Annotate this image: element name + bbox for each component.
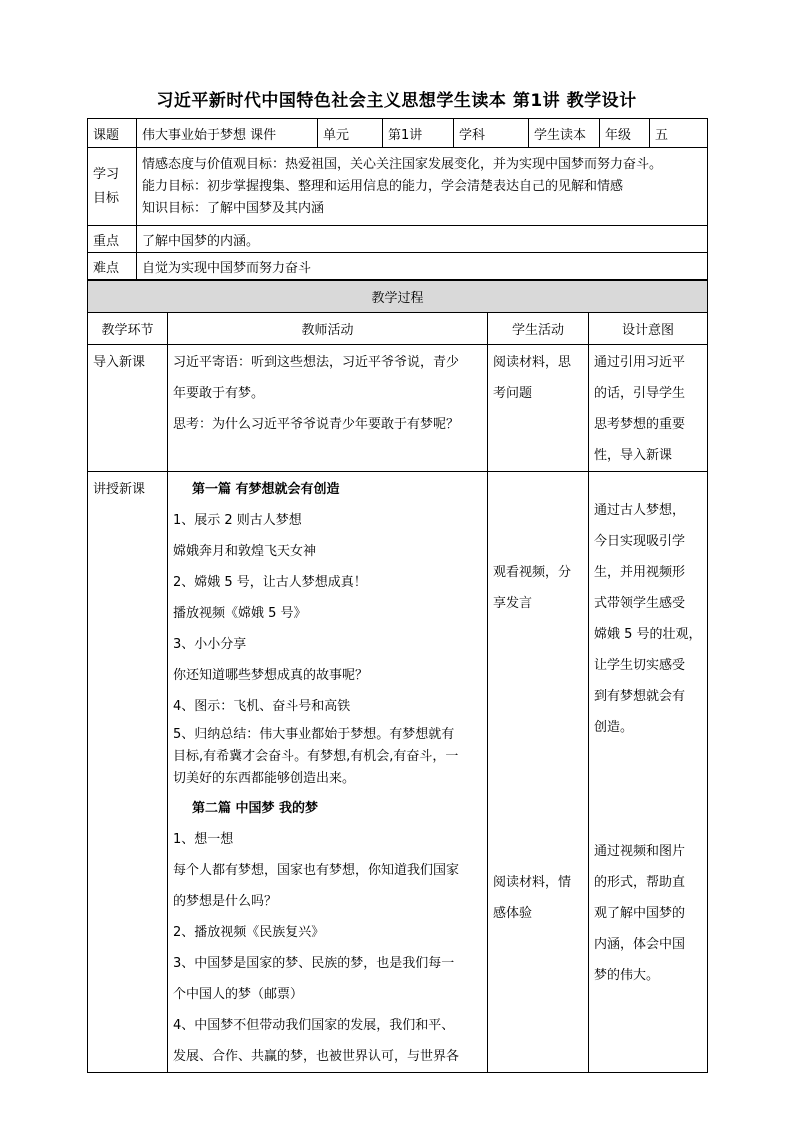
goal-ability: 能力目标：初步掌握搜集、整理和运用信息的能力，学会清楚表达自己的见解和情感 [142, 178, 624, 194]
process-table [87, 280, 708, 1073]
part2-line: 发展、合作、共赢的梦，也被世界认可，与世界各 [173, 1049, 460, 1064]
col-stage: 教学环节 [88, 313, 168, 345]
part2-line: 每个人都有梦想，国家也有梦想，你知道我们国家 [173, 863, 460, 878]
new-stage-text: 讲授新课 [93, 482, 146, 497]
purpose1-line: 今日实现吸引学 [594, 534, 686, 549]
intro-student [488, 345, 589, 472]
part1-line: 你还知道哪些梦想成真的故事呢？ [173, 668, 369, 683]
purpose1-line: 通过古人梦想， [594, 503, 686, 518]
col-student: 学生活动 [488, 313, 589, 345]
part1-line: 2、嫦娥 5 号，让古人梦想成真！ [173, 575, 367, 590]
subject-label: 学科 [454, 119, 529, 148]
part1-summary-line: 目标,有希冀才会奋斗。有梦想,有机会,有奋斗，一 [173, 749, 459, 764]
intro-student-line: 阅读材料，思 [493, 355, 572, 370]
key-label: 重点 [88, 226, 137, 253]
purpose1-line: 式带领学生感受 [594, 596, 686, 611]
purpose1-line: 到有梦想就会有 [594, 689, 686, 704]
student2-line: 感体验 [493, 906, 533, 921]
purpose2-line: 的形式，帮助直 [594, 875, 686, 890]
purpose-1 [594, 495, 702, 743]
part1-line: 播放视频《嫦娥 5 号》 [173, 606, 307, 621]
part1-line: 1、展示 2 则古人梦想 [173, 513, 302, 528]
process-header: 教学过程 [88, 281, 708, 313]
part2-title: 第二篇 中国梦 我的梦 [192, 801, 319, 816]
intro-teacher-line: 思考：为什么习近平爷爷说青少年要敢于有梦呢？ [173, 417, 460, 432]
goal-knowledge: 知识目标：了解中国梦及其内涵 [142, 200, 325, 216]
part1-summary [173, 724, 482, 790]
part2-line: 1、想一想 [173, 832, 234, 847]
col-purpose: 设计意图 [589, 313, 708, 345]
part2-line: 2、播放视频《民族复兴》 [173, 925, 325, 940]
part2-line: 3、中国梦是国家的梦、民族的梦，也是我们每一 [173, 956, 455, 971]
purpose2-line: 观了解中国梦的 [594, 906, 686, 921]
purpose1-line: 创造。 [594, 720, 634, 735]
grade-value: 五 [650, 119, 708, 148]
part2-line: 个中国人的梦（邮票） [173, 987, 304, 1002]
purpose2-line: 通过视频和图片 [594, 844, 686, 859]
intro-purpose-line: 的话，引导学生 [594, 386, 686, 401]
intro-teacher [168, 345, 488, 472]
new-teacher [168, 472, 488, 1073]
intro-student-line: 考问题 [493, 386, 533, 401]
purpose2-line: 内涵，体会中国 [594, 937, 686, 952]
col-teacher: 教师活动 [168, 313, 488, 345]
new-stage [88, 472, 168, 1073]
key-value: 了解中国梦的内涵。 [137, 226, 708, 253]
part1-summary-line: 5、归纳总结：伟大事业都始于梦想。有梦想就有 [173, 727, 455, 742]
student1-line: 观看视频，分 [493, 565, 572, 580]
student-activity-1 [493, 557, 571, 619]
difficult-label: 难点 [88, 253, 137, 280]
student2-line: 阅读材料，情 [493, 875, 572, 890]
new-purpose [589, 472, 708, 1073]
info-table [87, 118, 708, 280]
intro-teacher-line: 年要敢于有梦。 [173, 386, 265, 401]
page-title: 习近平新时代中国特色社会主义思想学生读本 第1讲 教学设计 [156, 91, 637, 111]
goal-affective: 情感态度与价值观目标：热爱祖国，关心关注国家发展变化，并为实现中国梦而努力奋斗。 [142, 156, 663, 172]
intro-teacher-line: 习近平寄语：听到这些想法，习近平爷爷说，青少 [173, 355, 460, 370]
grade-label: 年级 [600, 119, 650, 148]
intro-purpose-line: 思考梦想的重要 [594, 417, 686, 432]
intro-stage-text: 导入新课 [93, 355, 146, 370]
intro-stage [88, 345, 168, 472]
new-student [488, 472, 589, 1073]
purpose-2 [594, 836, 685, 991]
part1-line: 嫦娥奔月和敦煌飞天女神 [173, 544, 317, 559]
goals-label-line-1: 学习 [93, 166, 120, 182]
part1-line: 4、图示：飞机、奋斗号和高铁 [173, 699, 351, 714]
goals-cell [137, 148, 708, 226]
student-activity-2 [493, 867, 571, 929]
course-value: 伟大事业始于梦想 课件 [137, 119, 318, 148]
subject-value: 学生读本 [529, 119, 600, 148]
intro-purpose-line: 通过引用习近平 [594, 355, 686, 370]
part2-line: 4、中国梦不但带动我们国家的发展，我们和平、 [173, 1018, 455, 1033]
goals-label [88, 148, 137, 226]
unit-value: 第1讲 [383, 119, 454, 148]
intro-purpose-line: 性，导入新课 [594, 448, 673, 463]
purpose2-line: 梦的伟大。 [594, 968, 660, 983]
intro-purpose [589, 345, 708, 472]
unit-label: 单元 [318, 119, 383, 148]
purpose1-line: 让学生切实感受 [594, 658, 686, 673]
goals-label-line-2: 目标 [93, 190, 120, 206]
part1-line: 3、小小分享 [173, 637, 247, 652]
part1-summary-line: 切美好的东西都能够创造出来。 [173, 771, 356, 786]
part1-title: 第一篇 有梦想就会有创造 [192, 482, 340, 497]
purpose1-line: 嫦娥 5 号的壮观， [594, 627, 702, 642]
course-label: 课题 [88, 119, 137, 148]
part2-line: 的梦想是什么吗？ [173, 894, 278, 909]
student1-line: 享发言 [493, 596, 533, 611]
difficult-value: 自觉为实现中国梦而努力奋斗 [137, 253, 708, 280]
purpose1-line: 生，并用视频形 [594, 565, 686, 580]
